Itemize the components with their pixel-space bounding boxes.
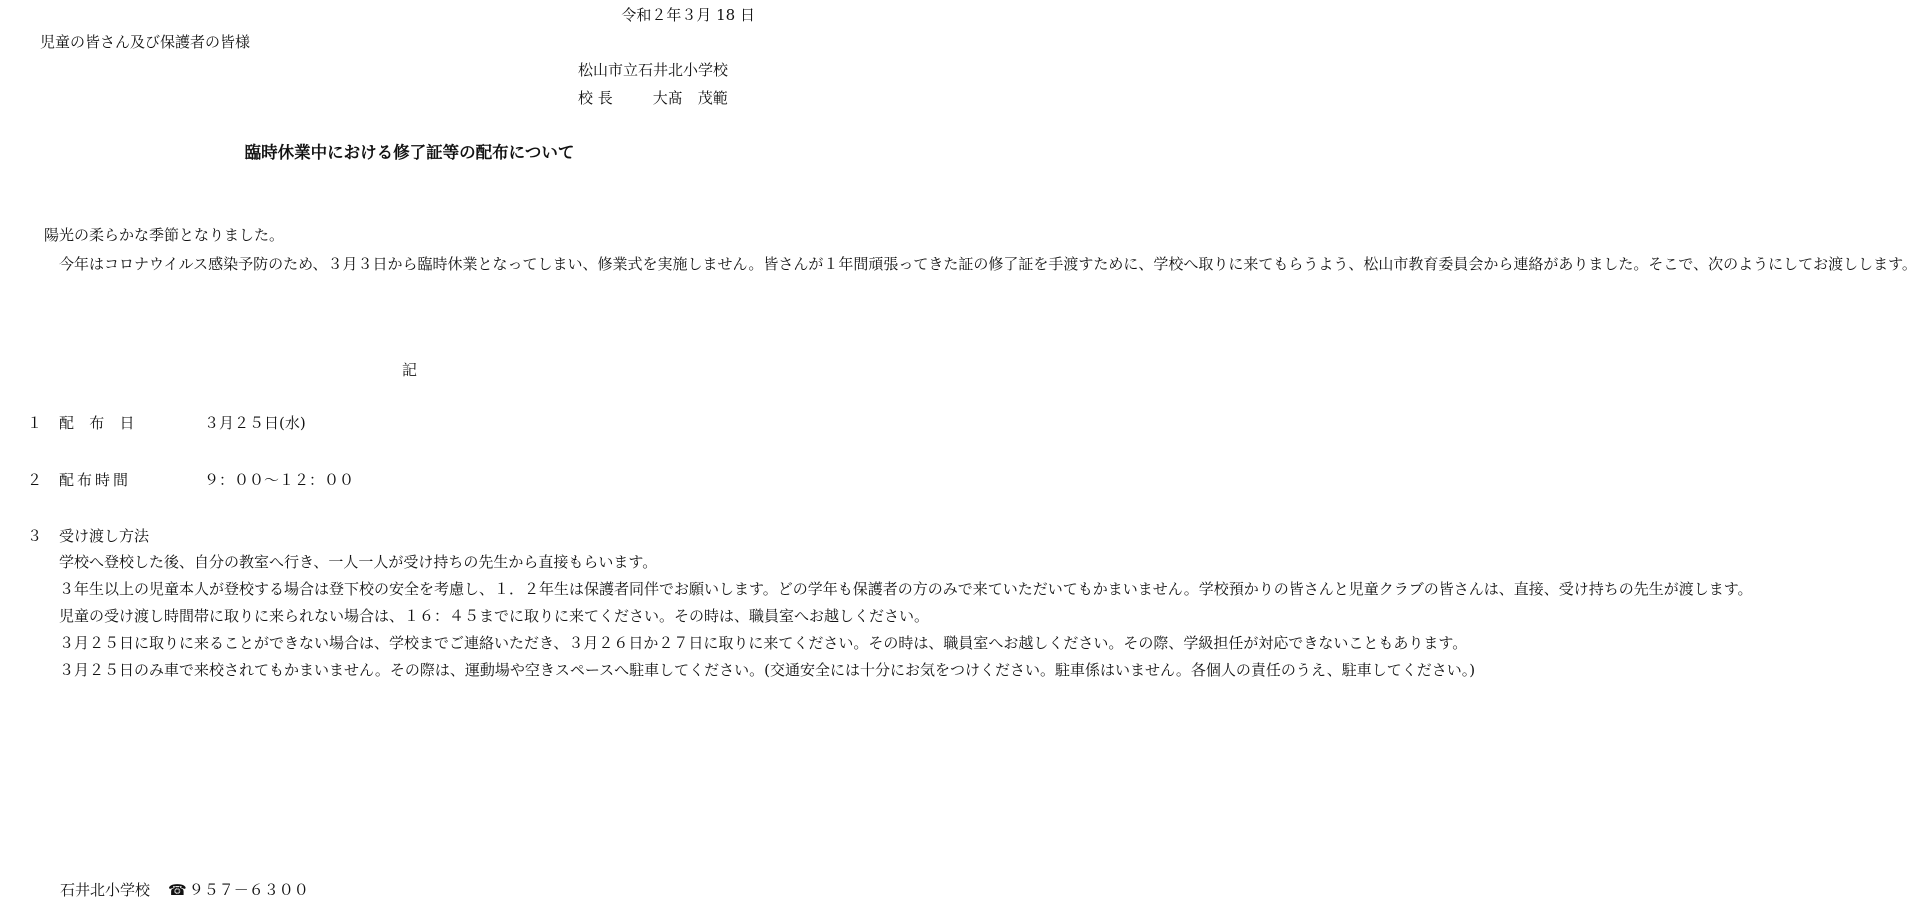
document-date: 令和２年３月 18 日	[621, 6, 755, 24]
method-paragraph: ３月２５日に取りに来ることができない場合は、学校までご連絡いただき、３月２６日か２７日に取りに来てください。その時は、職員室へお越しください。その際、学級担任が対応できないこともあります。	[59, 634, 1468, 652]
item-distribution-time	[27, 469, 354, 490]
method-paragraph: 学校へ登校した後、自分の教室へ行き、一人一人が受け持ちの先生から直接もらいます。	[59, 553, 658, 571]
greeting: 陽光の柔らかな季節となりました。	[44, 226, 285, 244]
principal-name: 大髙 茂範	[652, 89, 728, 107]
method-paragraph: ３月２５日のみ車で来校されてもかまいません。その際は、運動場や空きスペースへ駐車してください。(交通安全には十分にお気をつけください。駐車係はいません。各個人の責任のうえ、駐車してください。)	[59, 661, 1476, 679]
document-title: 臨時休業中における修了証等の配布について	[244, 143, 575, 162]
handover-method-text	[44, 549, 1753, 684]
body-paragraph: 今年はコロナウイルス感染予防のため、３月３日から臨時休業となってしまい、修業式を実施しません。皆さんが１年間頑張ってきた証の修了証を手渡すために、学校へ取りに来てもらうよう、松山市教育委員会から連絡がありました。そこで、次のようにしてお渡しします。	[59, 255, 1917, 273]
item-label: 受け渡し方法	[59, 527, 150, 545]
contact-phone: ９５７－６３００	[188, 881, 309, 899]
phone-icon: ☎	[168, 881, 187, 899]
item-label: 配 布 日	[59, 414, 140, 432]
item-label: 配布時間	[59, 471, 132, 489]
method-paragraph: ３年生以上の児童本人が登校する場合は登下校の安全を考慮し、１．２年生は保護者同伴でお願いします。どの学年も保護者の方のみで来ていただいてもかまいません。学校預かりの皆さんと児童クラブの皆さんは、直接、受け持ちの先生が渡します。	[59, 580, 1753, 598]
item-distribution-date	[27, 412, 306, 433]
addressee: 児童の皆さん及び保護者の皆様	[40, 33, 251, 51]
body-text	[44, 221, 1917, 279]
method-paragraph: 児童の受け渡し時間帯に取りに来られない場合は、１６：４５までに取りに来てください。その時は、職員室へお越しください。	[59, 607, 930, 625]
item-value: ３月２５日(水)	[204, 414, 306, 432]
contact-line	[60, 879, 309, 900]
sender-school: 松山市立石井北小学校	[578, 61, 729, 79]
principal-title: 校 長	[578, 89, 613, 107]
item-number: ２	[27, 471, 43, 489]
item-number: １	[27, 414, 43, 432]
item-handover-method	[27, 525, 149, 546]
item-number: ３	[27, 527, 43, 545]
sender-principal	[578, 87, 728, 108]
contact-school: 石井北小学校	[60, 881, 151, 899]
ki-heading: 記	[401, 361, 417, 379]
item-value: ９：００～１２：００	[204, 471, 355, 489]
